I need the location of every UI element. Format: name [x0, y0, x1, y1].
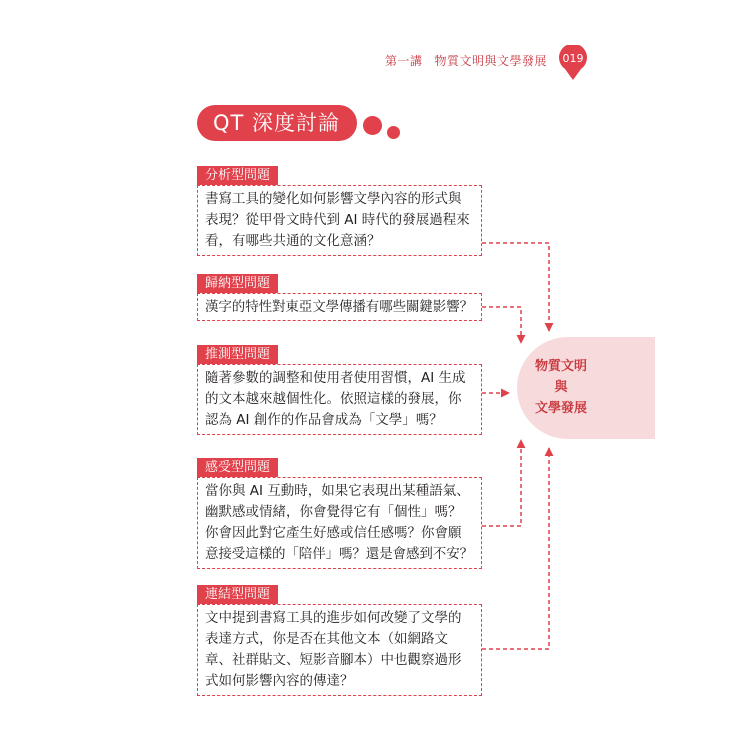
question-line: 章、社群貼文、短影音腳本）中也觀察過形: [205, 652, 462, 668]
question-line: 表達方式，你是否在其他文本（如網路文: [205, 631, 448, 647]
question-box-induction: [197, 293, 482, 321]
page-number: 019: [562, 52, 584, 65]
tag-induction: 歸納型問題: [197, 274, 278, 294]
question-line: 的文本越來越個性化。依照這樣的發展，你: [205, 391, 462, 407]
question-line: 表現？從甲骨文時代到 AI 時代的發展過程來: [205, 212, 470, 228]
question-line: 看，有哪些共通的文化意涵？: [205, 233, 381, 249]
hub-line-1: 物質文明: [534, 359, 587, 374]
connector-feeling: [482, 440, 521, 526]
question-line: 認為 AI 創作的作品會成為「文學」嗎？: [205, 412, 443, 428]
question-box-analysis: [197, 185, 482, 256]
chapter-label: 第一講: [385, 54, 423, 68]
question-box-feeling: [197, 477, 482, 569]
question-line: 當你與 AI 互動時，如果它表現出某種語氣、: [205, 483, 470, 499]
question-line: 式如何影響內容的傳達？: [205, 673, 354, 689]
hub-line-2: 與: [554, 380, 568, 395]
question-line: 幽默感或情緒，你會覺得它有「個性」嗎？: [205, 504, 462, 520]
tag-connection: 連結型問題: [197, 585, 278, 605]
connector-connection: [482, 448, 549, 649]
question-line: 隨著參數的調整和使用者使用習慣，AI 生成: [205, 370, 466, 386]
connector-induction: [482, 307, 521, 343]
tag-analysis: 分析型問題: [197, 166, 278, 186]
question-line: 你會因此對它產生好感或信任感嗎？你會願: [205, 525, 462, 541]
chapter-title: 物質文明與文學發展: [434, 54, 548, 68]
question-line: 意接受這樣的「陪伴」嗎？還是會感到不安？: [205, 546, 473, 562]
section-title: QT 深度討論: [197, 105, 357, 141]
tag-feeling: 感受型問題: [197, 458, 278, 478]
connector-analysis: [482, 243, 549, 331]
question-line: 書寫工具的變化如何影響文學內容的形式與: [205, 191, 462, 207]
question-box-inference: [197, 364, 482, 435]
tag-inference: 推測型問題: [197, 345, 278, 365]
question-line: 文中提到書寫工具的進步如何改變了文學的: [205, 610, 462, 626]
hub-label: [523, 356, 599, 419]
hub-line-3: 文學發展: [534, 401, 587, 416]
question-line: 漢字的特性對東亞文學傳播有哪些關鍵影響？: [205, 299, 473, 315]
question-box-connection: [197, 604, 482, 696]
